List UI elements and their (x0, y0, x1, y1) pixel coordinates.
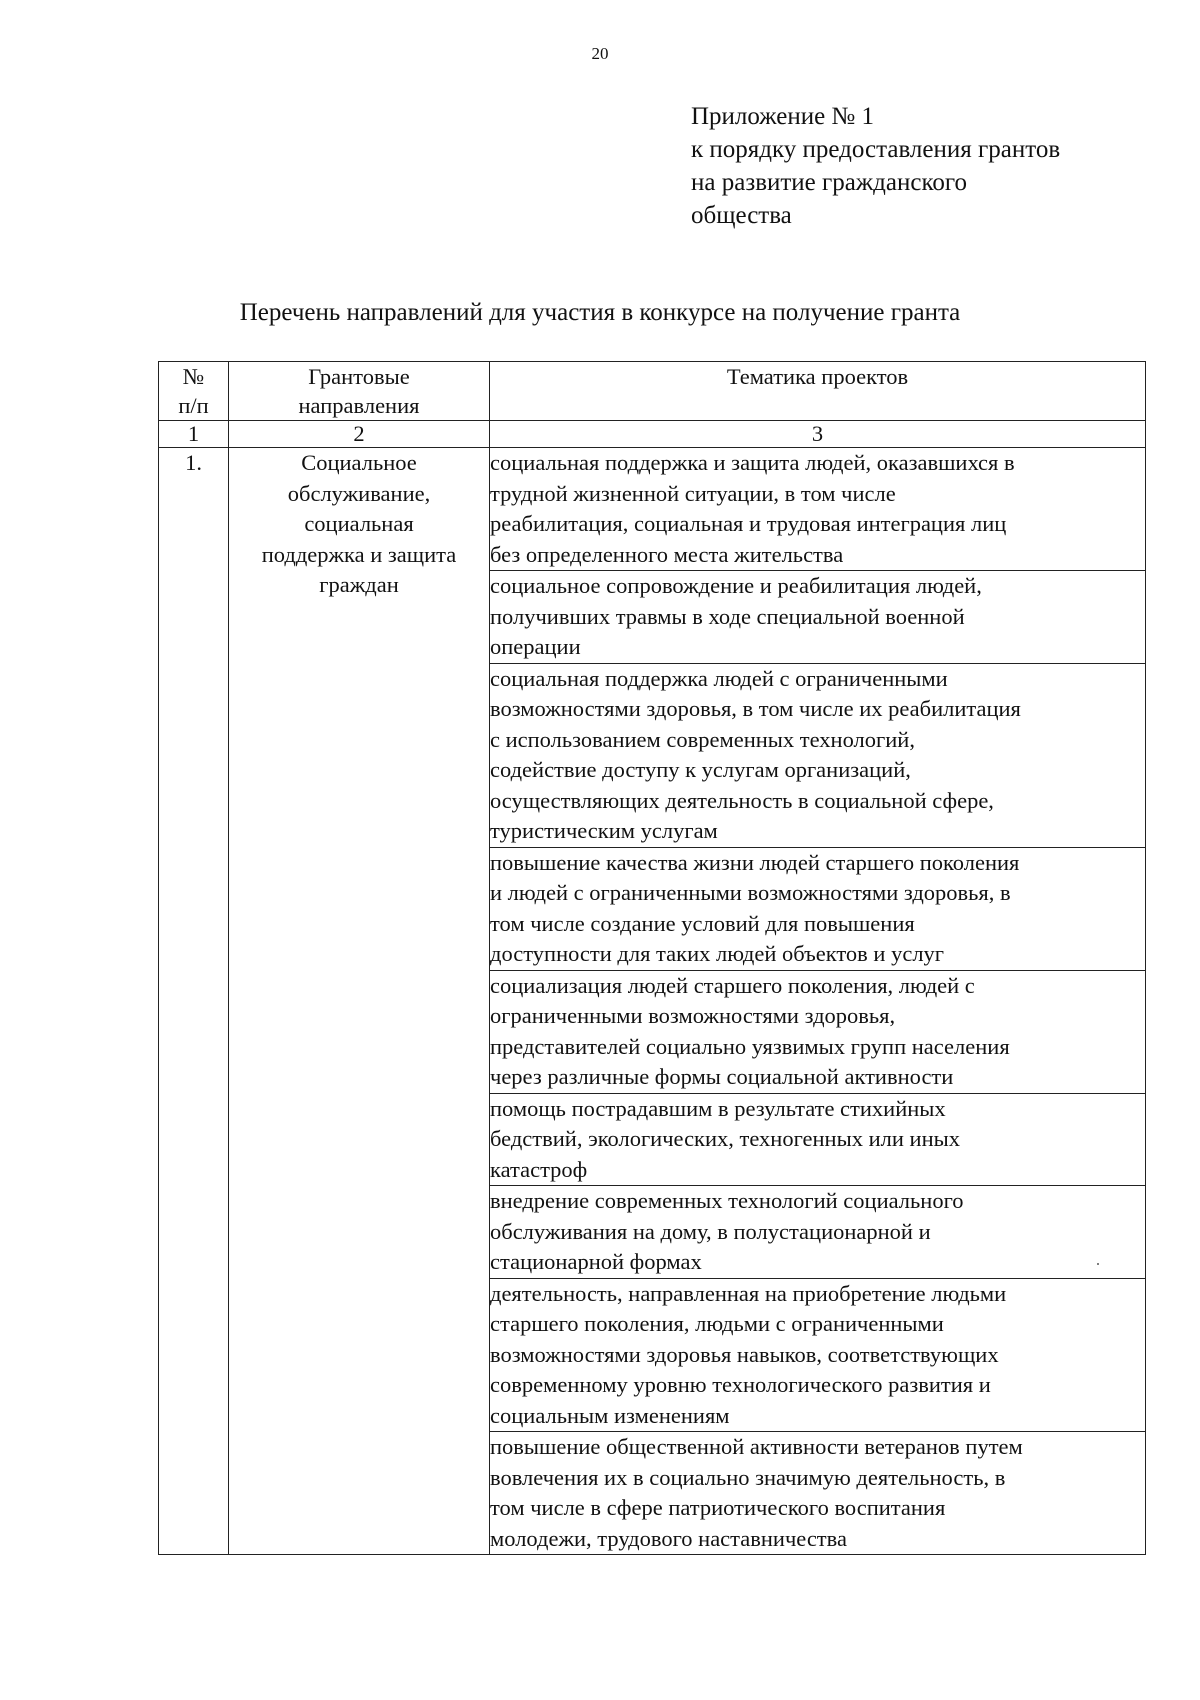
grant-direction-line: Социальное (301, 450, 417, 475)
project-topic-line: повышение качества жизни людей старшего поколения (490, 849, 1020, 875)
project-topic-line: повышение общественной активности ветеранов путем (490, 1434, 1023, 1459)
annex-line: к порядку предоставления грантов (691, 136, 1061, 163)
table-body (159, 448, 1146, 1555)
header-direction-line: направления (298, 393, 420, 418)
project-topic-line: катастроф (490, 1156, 588, 1182)
project-topic-line: социальная поддержка людей с ограниченными (490, 665, 948, 691)
column-number: 3 (490, 421, 1146, 448)
table-row (159, 448, 1146, 571)
project-topic-line: через различные формы социальной активности (490, 1064, 954, 1089)
directions-table (158, 361, 1146, 1555)
project-topic-line: вовлечения их в социально значимую деятельность, в (490, 1464, 1006, 1490)
project-topic-line: внедрение современных технологий социального (490, 1188, 964, 1213)
project-topic (490, 1278, 1146, 1432)
annex-line: Приложение № 1 (691, 103, 875, 130)
header-topics (490, 362, 1146, 421)
project-topic-line: социальная поддержка и защита людей, оказавшихся в (490, 450, 1015, 475)
project-topic-line: ограниченными возможностями здоровья, (490, 1003, 896, 1028)
column-number-row (159, 421, 1146, 448)
header-direction (229, 362, 490, 421)
header-direction-line: Грантовые (308, 364, 410, 389)
project-topic-line: и людей с ограниченными возможностями здоровья, в (490, 880, 1011, 905)
row-number: 1. (159, 448, 229, 1555)
grant-direction-line: поддержка и защита (261, 541, 457, 567)
project-topic (490, 970, 1146, 1093)
project-topic (490, 571, 1146, 664)
column-number: 2 (229, 421, 490, 448)
project-topic-line: старшего поколения, людьми с ограниченными (490, 1311, 944, 1336)
project-topic-line: современному уровню технологического развития и (490, 1372, 991, 1397)
project-topic-line: туристическим услугам (490, 818, 718, 843)
header-number (159, 362, 229, 421)
project-topic-line: молодежи, трудового наставничества (490, 1525, 847, 1551)
project-topic-line: с использованием современных технологий, (490, 726, 915, 752)
project-topic-line: обслуживания на дому, в полустационарной и (490, 1218, 931, 1244)
grant-direction-line: граждан (319, 572, 399, 597)
grant-direction-line: обслуживание, (287, 480, 431, 506)
project-topic (490, 1093, 1146, 1186)
header-topics-label: Тематика проектов (726, 364, 909, 389)
project-topic-line: трудной жизненной ситуации, в том числе (490, 480, 896, 506)
project-topic-line: помощь пострадавшим в результате стихийных (490, 1095, 946, 1121)
project-topic-line: возможностями здоровья, в том числе их реабилитация (490, 696, 1021, 721)
table-header-row (159, 362, 1146, 421)
project-topic-line: социализация людей старшего поколения, людей с (490, 972, 975, 998)
project-topic (490, 663, 1146, 847)
project-topic (490, 847, 1146, 970)
project-topic-line: представителей социально уязвимых групп населения (490, 1033, 1010, 1059)
header-number-line: № (182, 364, 205, 389)
project-topic-line: стационарной формах (490, 1249, 702, 1274)
annex-block (691, 100, 1171, 232)
project-topic-line: социальным изменениям (490, 1402, 730, 1428)
project-topic-line: деятельность, направленная на приобретение людьми (490, 1280, 1007, 1306)
project-topic-line: содействие доступу к услугам организаций, (490, 757, 911, 782)
scan-speck (1097, 1263, 1099, 1265)
project-topic-line: бедствий, экологических, техногенных или иных (490, 1126, 960, 1151)
project-topic-line: осуществляющих деятельность в социальной сфере, (490, 787, 994, 813)
project-topic-line: доступности для таких людей объектов и услуг (490, 941, 945, 966)
annex-line: общества (691, 202, 792, 229)
project-topic (490, 1432, 1146, 1555)
column-number: 1 (159, 421, 229, 448)
project-topic-line: том числе в сфере патриотического воспитания (490, 1495, 946, 1520)
project-topic-line: без определенного места жительства (490, 541, 844, 567)
project-topic (490, 448, 1146, 571)
header-number-line: п/п (178, 393, 209, 418)
project-topic-line: том числе создание условий для повышения (490, 910, 915, 936)
annex-line: на развитие гражданского (691, 169, 967, 196)
grant-direction-line: социальная (304, 511, 414, 536)
document-title: Перечень направлений для участия в конкурсе на получение гранта (239, 299, 961, 326)
project-topic-line: возможностями здоровья навыков, соответствующих (490, 1341, 999, 1367)
page-number: 20 (591, 44, 609, 63)
project-topic-line: реабилитация, социальная и трудовая интеграция лиц (490, 511, 1007, 536)
project-topic-line: социальное сопровождение и реабилитация людей, (490, 573, 982, 598)
project-topic (490, 1186, 1146, 1279)
project-topic-line: операции (490, 634, 581, 659)
grant-direction (229, 448, 490, 1555)
project-topic-line: получивших травмы в ходе специальной военной (490, 603, 965, 629)
